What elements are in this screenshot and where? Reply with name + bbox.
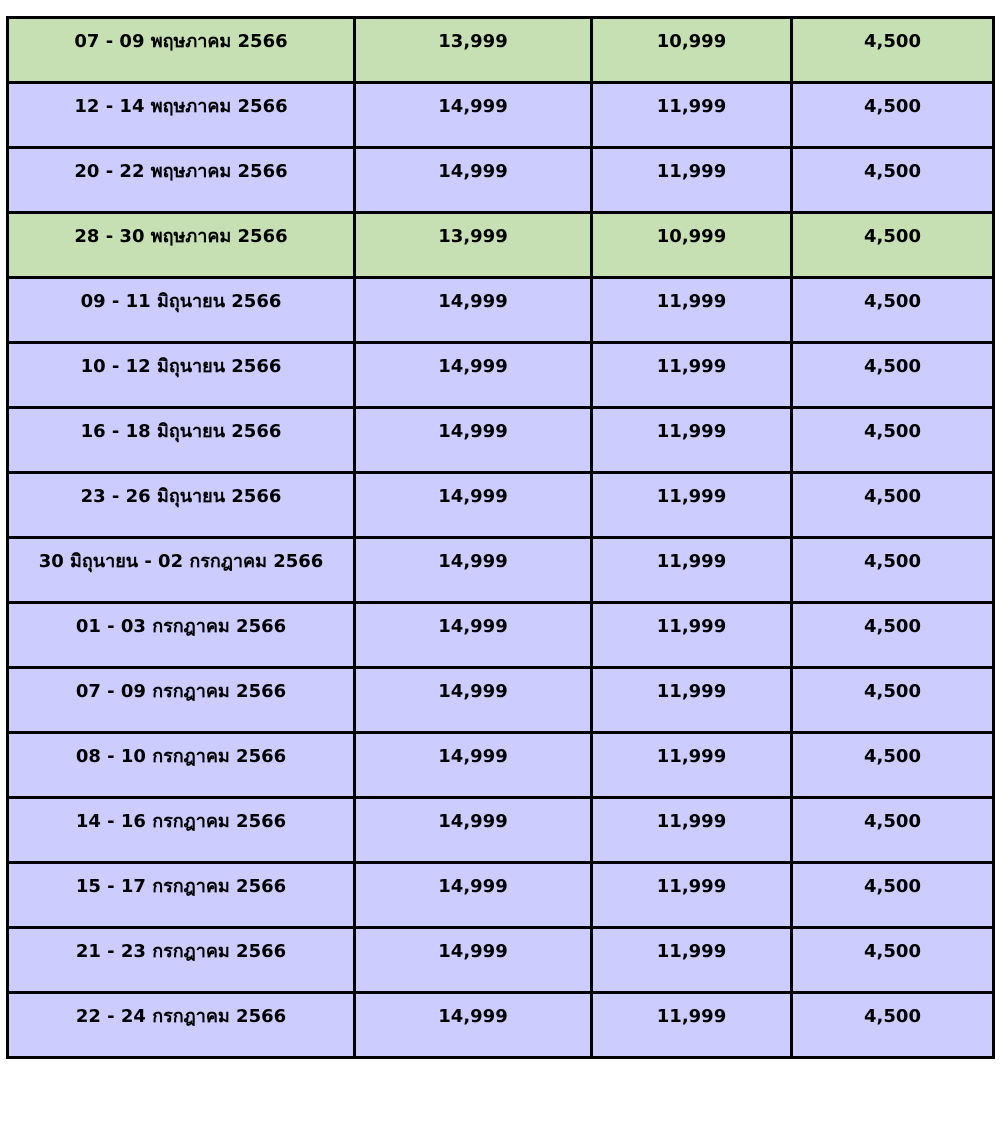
table-row <box>8 668 994 733</box>
table-row <box>8 538 994 603</box>
price-value: 10,999 <box>656 31 727 52</box>
price-value: 11,999 <box>656 876 727 897</box>
price-cell <box>355 668 592 733</box>
travel-date-cell <box>8 18 355 83</box>
travel-date-cell <box>8 83 355 148</box>
price-value: 4,500 <box>864 486 921 507</box>
price-cell <box>355 993 592 1058</box>
price-cell <box>355 538 592 603</box>
price-cell <box>792 408 994 473</box>
price-cell <box>592 83 792 148</box>
price-cell <box>355 733 592 798</box>
travel-date-cell <box>8 213 355 278</box>
price-cell <box>355 798 592 863</box>
price-value: 14,999 <box>438 616 508 637</box>
table-row <box>8 863 994 928</box>
price-value: 11,999 <box>656 811 727 832</box>
price-cell <box>792 538 994 603</box>
price-value: 11,999 <box>656 1006 727 1027</box>
price-value: 4,500 <box>864 31 921 52</box>
price-cell <box>355 343 592 408</box>
travel-date: 20 - 22 พฤษภาคม 2566 <box>74 161 288 182</box>
price-value: 14,999 <box>438 161 508 182</box>
price-value: 11,999 <box>656 421 727 442</box>
price-value: 14,999 <box>438 96 508 117</box>
price-cell <box>592 408 792 473</box>
price-cell <box>792 928 994 993</box>
travel-date: 01 - 03 กรกฎาคม 2566 <box>75 616 287 637</box>
travel-date: 08 - 10 กรกฎาคม 2566 <box>75 746 287 767</box>
price-value: 14,999 <box>438 941 508 962</box>
table-row <box>8 213 994 278</box>
travel-date-cell <box>8 538 355 603</box>
price-value: 11,999 <box>656 681 727 702</box>
price-cell <box>592 473 792 538</box>
tour-price-table-body <box>8 18 994 1058</box>
price-value: 11,999 <box>656 551 727 572</box>
price-value: 13,999 <box>438 226 508 247</box>
price-value: 4,500 <box>864 941 921 962</box>
price-value: 14,999 <box>438 811 508 832</box>
price-value: 14,999 <box>438 356 508 377</box>
price-cell <box>355 863 592 928</box>
price-cell <box>355 928 592 993</box>
price-value: 4,500 <box>864 811 921 832</box>
price-value: 4,500 <box>864 876 921 897</box>
price-cell <box>592 278 792 343</box>
travel-date: 16 - 18 มิถุนายน 2566 <box>80 421 282 442</box>
price-value: 11,999 <box>656 96 727 117</box>
price-value: 4,500 <box>864 681 921 702</box>
price-cell <box>592 798 792 863</box>
price-cell <box>792 83 994 148</box>
price-cell <box>592 668 792 733</box>
price-value: 14,999 <box>438 681 508 702</box>
price-value: 11,999 <box>656 161 727 182</box>
price-value: 14,999 <box>438 486 508 507</box>
travel-date: 12 - 14 พฤษภาคม 2566 <box>74 96 288 117</box>
travel-date: 07 - 09 กรกฎาคม 2566 <box>75 681 287 702</box>
price-cell <box>355 213 592 278</box>
price-value: 14,999 <box>438 876 508 897</box>
price-value: 11,999 <box>656 941 727 962</box>
price-value: 4,500 <box>864 161 921 182</box>
travel-date-cell <box>8 278 355 343</box>
price-cell <box>592 213 792 278</box>
table-row <box>8 18 994 83</box>
travel-date-cell <box>8 408 355 473</box>
price-cell <box>792 18 994 83</box>
price-cell <box>592 928 792 993</box>
travel-date: 09 - 11 มิถุนายน 2566 <box>80 291 282 312</box>
table-row <box>8 473 994 538</box>
price-value: 4,500 <box>864 1006 921 1027</box>
travel-date: 23 - 26 มิถุนายน 2566 <box>80 486 282 507</box>
price-cell <box>355 408 592 473</box>
price-value: 11,999 <box>656 616 727 637</box>
price-cell <box>355 148 592 213</box>
table-row <box>8 993 994 1058</box>
table-row <box>8 408 994 473</box>
price-value: 11,999 <box>656 356 727 377</box>
price-value: 4,500 <box>864 421 921 442</box>
price-value: 4,500 <box>864 96 921 117</box>
price-cell <box>792 213 994 278</box>
travel-date-cell <box>8 473 355 538</box>
table-row <box>8 603 994 668</box>
price-cell <box>792 603 994 668</box>
price-value: 4,500 <box>864 356 921 377</box>
price-cell <box>355 278 592 343</box>
price-value: 10,999 <box>656 226 727 247</box>
price-value: 14,999 <box>438 551 508 572</box>
price-cell <box>592 993 792 1058</box>
travel-date: 14 - 16 กรกฎาคม 2566 <box>75 811 287 832</box>
travel-date: 10 - 12 มิถุนายน 2566 <box>80 356 282 377</box>
price-cell <box>792 668 994 733</box>
table-row <box>8 798 994 863</box>
price-cell <box>792 278 994 343</box>
travel-date-cell <box>8 343 355 408</box>
travel-date: 15 - 17 กรกฎาคม 2566 <box>75 876 287 897</box>
price-value: 11,999 <box>656 746 727 767</box>
price-cell <box>792 473 994 538</box>
tour-price-table <box>6 16 995 1059</box>
price-cell <box>792 733 994 798</box>
travel-date: 28 - 30 พฤษภาคม 2566 <box>74 226 288 247</box>
price-cell <box>592 733 792 798</box>
price-cell <box>355 473 592 538</box>
price-value: 4,500 <box>864 746 921 767</box>
price-cell <box>355 83 592 148</box>
travel-date-cell <box>8 863 355 928</box>
price-cell <box>792 993 994 1058</box>
table-row <box>8 83 994 148</box>
price-cell <box>355 603 592 668</box>
price-value: 4,500 <box>864 551 921 572</box>
price-cell <box>592 863 792 928</box>
price-value: 4,500 <box>864 291 921 312</box>
price-cell <box>592 343 792 408</box>
price-value: 14,999 <box>438 421 508 442</box>
table-row <box>8 343 994 408</box>
table-row <box>8 148 994 213</box>
travel-date-cell <box>8 148 355 213</box>
travel-date: 07 - 09 พฤษภาคม 2566 <box>74 31 288 52</box>
table-row <box>8 733 994 798</box>
price-value: 11,999 <box>656 291 727 312</box>
price-value: 13,999 <box>438 31 508 52</box>
price-cell <box>792 798 994 863</box>
travel-date: 30 มิถุนายน - 02 กรกฎาคม 2566 <box>38 551 324 572</box>
travel-date-cell <box>8 603 355 668</box>
travel-date-cell <box>8 668 355 733</box>
table-row <box>8 278 994 343</box>
price-value: 14,999 <box>438 1006 508 1027</box>
price-value: 4,500 <box>864 226 921 247</box>
travel-date-cell <box>8 993 355 1058</box>
price-cell <box>355 18 592 83</box>
travel-date: 21 - 23 กรกฎาคม 2566 <box>75 941 287 962</box>
price-cell <box>592 603 792 668</box>
price-cell <box>792 863 994 928</box>
price-cell <box>792 343 994 408</box>
price-value: 14,999 <box>438 291 508 312</box>
travel-date-cell <box>8 733 355 798</box>
travel-date-cell <box>8 798 355 863</box>
price-value: 4,500 <box>864 616 921 637</box>
price-cell <box>792 148 994 213</box>
travel-date-cell <box>8 928 355 993</box>
price-value: 11,999 <box>656 486 727 507</box>
travel-date: 22 - 24 กรกฎาคม 2566 <box>75 1006 287 1027</box>
table-row <box>8 928 994 993</box>
price-cell <box>592 148 792 213</box>
price-value: 14,999 <box>438 746 508 767</box>
price-cell <box>592 18 792 83</box>
price-cell <box>592 538 792 603</box>
